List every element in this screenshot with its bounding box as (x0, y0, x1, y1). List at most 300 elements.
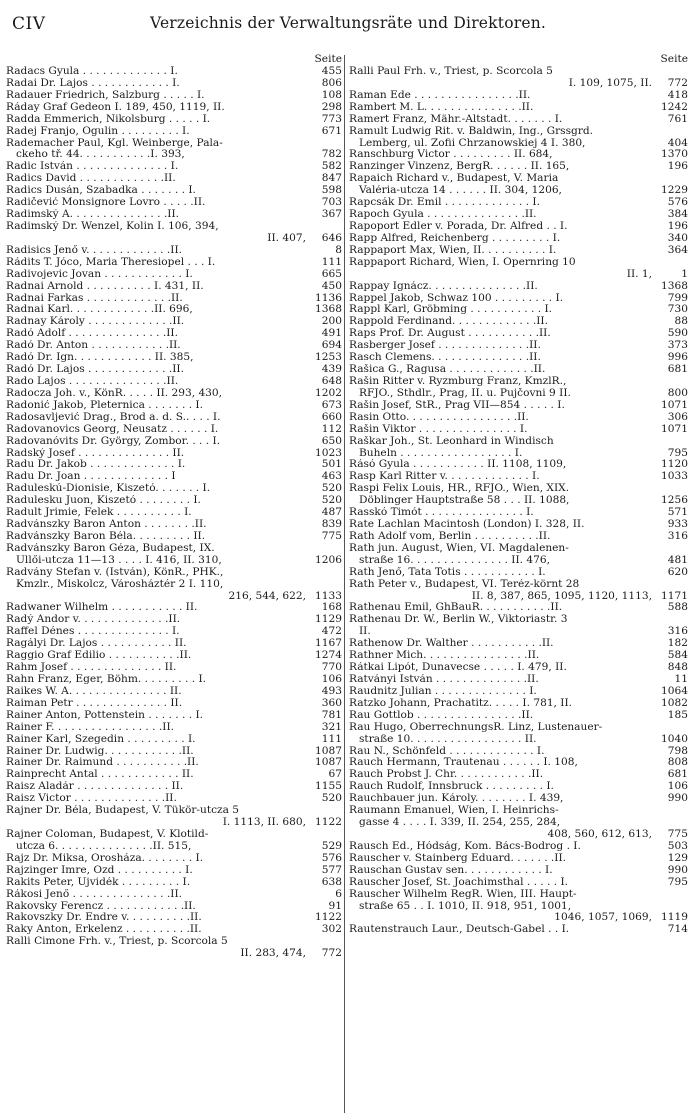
index-entry (6, 853, 342, 865)
entry-page: 1368 (315, 304, 342, 316)
entry-text: Rainer Dr. Ludwig. . . . . . . . . . . .II. (6, 745, 194, 757)
entry-page: 933 (667, 519, 688, 531)
entry-text: Rakovszky Dr. Endre v. . . . . . . . . .II. (6, 912, 202, 924)
entry-text: Raikes W. A. . . . . . . . . . . . . . . II. (6, 685, 182, 697)
entry-text: Radý Andor v. . . . . . . . . . . . . .II. (6, 614, 181, 626)
entry-page: 321 (321, 721, 342, 733)
entry-page: 1256 (661, 495, 688, 507)
entry-text: Rappaport Richard, Wien, I. Opernring 10 (349, 256, 576, 268)
entry-page: 990 (667, 864, 688, 876)
entry-page: 588 (667, 602, 688, 614)
index-entry (6, 436, 342, 448)
index-entry (349, 412, 688, 424)
index-entry (349, 722, 688, 734)
entry-text: I. 1113, II. 680, (222, 817, 306, 829)
entry-page: 439 (321, 364, 342, 376)
entry-text: Rauch Hermann, Trautenau . . . . . . I. 108, (349, 757, 578, 769)
entry-page: 730 (667, 304, 688, 316)
entry-page: 775 (321, 530, 342, 542)
entry-page: 1 (681, 268, 688, 280)
entry-text: Radosavljević Drag., Brod a. d. S.. . . . I. (6, 411, 221, 423)
index-entry (6, 388, 342, 400)
index-entry (6, 197, 342, 209)
index-entry (349, 686, 688, 698)
entry-text: Rath Adolf vom, Berlin . . . . . . . . . .II. (349, 530, 551, 542)
index-entry (349, 102, 688, 114)
index-entry (349, 471, 688, 483)
index-entry (6, 793, 342, 805)
entry-text: Ráday Graf Gedeon I. 189, 450, 1119, II. (6, 101, 225, 113)
entry-text: Radda Emmerich, Nikolsburg . . . . . I. (6, 113, 211, 125)
entry-text: Rašin Josef, StR., Prag VII—854 . . . . . I. (349, 399, 565, 411)
index-entry (6, 555, 342, 567)
entry-text: Rajz Dr. Miksa, Orosháza. . . . . . . . I. (6, 852, 204, 864)
entry-page: 129 (667, 852, 688, 864)
entry-page: 6 (335, 888, 342, 900)
entry-page: 650 (321, 435, 342, 447)
entry-text: Rádits T. Jóco, Maria Theresiopel . . . I. (6, 256, 216, 268)
entry-text: I. 109, 1075, II. (568, 77, 652, 89)
entry-text: Rathenau Emil, GhBauR. . . . . . . . . . .II. (349, 602, 563, 614)
index-entry (6, 364, 342, 376)
right-column (349, 54, 688, 1114)
entry-text: Rathenau Dr. W., Berlin W., Viktoriastr. 3 (349, 614, 568, 626)
entry-page: 772 (321, 948, 342, 960)
entry-page: 800 (667, 387, 688, 399)
index-entry (6, 948, 342, 960)
index-entry (6, 281, 342, 293)
entry-page: 472 (321, 626, 342, 638)
entry-page: 598 (321, 185, 342, 197)
entry-page: 1071 (661, 423, 688, 435)
entry-text: Raiman Petr . . . . . . . . . . . . . . II. (6, 697, 183, 709)
entry-text: Rakits Peter, Ujvidék . . . . . . . . . I. (6, 876, 191, 888)
entry-page: 1023 (315, 447, 342, 459)
entry-page: 455 (321, 66, 342, 77)
entry-page: 620 (667, 566, 688, 578)
index-entry (349, 448, 688, 460)
entry-text: Radocza Joh. v., KönR. . . . . II. 293, 430, (6, 387, 223, 399)
index-entry (6, 161, 342, 173)
entry-page: 582 (321, 161, 342, 173)
entry-text: Raffel Dénes . . . . . . . . . . . . . . I. (6, 626, 180, 638)
entry-page: 681 (667, 364, 688, 376)
entry-text: Rappel Jakob, Schwaz 100 . . . . . . . . . I. (349, 292, 564, 304)
entry-text: Radó Adolf . . . . . . . . . . . . . . .II. (6, 328, 178, 340)
index-entry (349, 90, 688, 102)
index-entry (6, 626, 342, 638)
entry-text: Rainer Dr. Raimund . . . . . . . . . . .II. (6, 757, 199, 769)
index-entry (6, 734, 342, 746)
entry-text: II. 8, 387, 865, 1095, 1120, 1113, (471, 590, 652, 602)
index-entry (349, 197, 688, 209)
entry-page: 1167 (315, 638, 342, 650)
entry-text: ckeho tř. 44. . . . . . . . . . .I. 393, (16, 149, 185, 161)
index-entry (349, 853, 688, 865)
entry-text: Rašica G., Ragusa . . . . . . . . . . . . .II. (349, 364, 546, 376)
entry-text: Radnay Károly . . . . . . . . . . . . .II. (6, 316, 185, 328)
entry-page: 847 (321, 173, 342, 185)
entry-text: straße 16. . . . . . . . . . . . . . . II. 476, (359, 554, 550, 566)
entry-text: Radivojevic Jovan . . . . . . . . . . . . I. (6, 268, 193, 280)
entry-page: 646 (321, 232, 342, 244)
entry-text: Rappay Ignácz. . . . . . . . . . . . . . .II. (349, 280, 538, 292)
index-entry (6, 579, 342, 591)
index-entry (349, 710, 688, 722)
left-column (6, 54, 342, 1114)
entry-page: 808 (667, 757, 688, 769)
index-entry (6, 662, 342, 674)
entry-text: Ranschburg Victor . . . . . . . . . II. 684, (349, 149, 553, 161)
index-entry (6, 507, 342, 519)
index-entry (6, 173, 342, 185)
entry-page: 1129 (315, 614, 342, 626)
entry-page: 665 (321, 268, 342, 280)
index-entry (6, 841, 342, 853)
entry-text: Ragályi Dr. Lajos . . . . . . . . . . . II. (6, 638, 187, 650)
index-entry (349, 674, 688, 686)
entry-page: 1274 (315, 650, 342, 662)
entry-text: Rappl Karl, Gröbming . . . . . . . . . . . I. (349, 304, 552, 316)
entry-page: 384 (667, 209, 688, 221)
index-entry (6, 614, 342, 626)
entry-text: Rajner Coloman, Budapest, V. Klotild- (6, 829, 209, 840)
entry-page: 196 (667, 220, 688, 232)
entry-text: Radic István . . . . . . . . . . . . . . I. (6, 161, 179, 173)
seite-label-right: Seite (660, 53, 688, 65)
index-entry (6, 376, 342, 388)
index-entry (349, 924, 688, 936)
entry-text: Rasskó Timót . . . . . . . . . . . . . . . I. (349, 507, 534, 519)
entry-page: 418 (667, 89, 688, 101)
index-entry (6, 698, 342, 710)
entry-text: Raky Anton, Erkelenz . . . . . . . . . .II. (6, 924, 202, 936)
entry-page: 1119 (661, 912, 688, 924)
entry-text: Radnai Farkas . . . . . . . . . . . . .II. (6, 292, 183, 304)
entry-text: 216, 544, 622, (228, 590, 306, 602)
entry-page: 1133 (315, 590, 342, 602)
index-entry (6, 531, 342, 543)
entry-page: 703 (321, 197, 342, 209)
entry-text: Rasberger Josef . . . . . . . . . . . . . .II. (349, 340, 541, 352)
entry-page: 1202 (315, 387, 342, 399)
entry-text: Radovanovics Georg, Neusatz . . . . . . I. (6, 423, 219, 435)
entry-page: 182 (667, 638, 688, 650)
entry-text: Radovanóvits Dr. György, Zombor. . . . I. (6, 435, 221, 447)
index-entry (349, 567, 688, 579)
entry-text: Rajner Dr. Béla, Budapest, V. Tükör-utcza 5 (6, 805, 240, 817)
index-entry (349, 66, 688, 78)
index-entry (349, 221, 688, 233)
index-entry (349, 209, 688, 221)
entry-page: 1033 (661, 471, 688, 483)
entry-page: 529 (321, 840, 342, 852)
index-entry (6, 471, 342, 483)
entry-text: Radu Dr. Jakob . . . . . . . . . . . . . I. (6, 459, 186, 471)
entry-page: 463 (321, 471, 342, 483)
entry-text: Rapaich Richard v., Budapest, V. Maria (349, 173, 559, 185)
entry-text: Radó Dr. Lajos . . . . . . . . . . . . .II. (6, 364, 184, 376)
entry-page: 302 (321, 924, 342, 936)
entry-page: 106 (667, 781, 688, 793)
entry-page: 503 (667, 840, 688, 852)
index-entry (6, 209, 342, 221)
index-entry (6, 459, 342, 471)
index-entry (349, 149, 688, 161)
entry-text: Raumann Emanuel, Wien, I. Heinrichs- (349, 805, 559, 817)
index-entry (349, 185, 688, 197)
index-entry (6, 567, 342, 579)
index-entry (6, 757, 342, 769)
entry-text: Rašin Viktor . . . . . . . . . . . . . . . I. (349, 423, 528, 435)
entry-text: Radó Dr. Ign. . . . . . . . . . . . II. 385, (6, 352, 194, 364)
entry-page: 577 (321, 864, 342, 876)
entry-text: Rausch Ed., Hódság, Kom. Bács-Bodrog . I. (349, 840, 581, 852)
index-entry (349, 877, 688, 889)
entry-text: Buheln . . . . . . . . . . . . . . . . . I. (359, 447, 523, 459)
entry-text: Rapoch Gyula . . . . . . . . . . . . . . .II. (349, 209, 537, 221)
index-entry (349, 638, 688, 650)
entry-text: Raps Prof. Dr. August . . . . . . . . . . .II. (349, 328, 551, 340)
entry-text: Raisz Victor . . . . . . . . . . . . . .II. (6, 793, 177, 805)
entry-page: 298 (321, 101, 342, 113)
index-entry (349, 698, 688, 710)
entry-page: 1242 (661, 101, 688, 113)
entry-text: 1046, 1057, 1069, (554, 912, 652, 924)
entry-page: 1040 (661, 733, 688, 745)
entry-text: Rainprecht Antal . . . . . . . . . . . . II. (6, 769, 194, 781)
entry-page: 11 (674, 674, 688, 686)
entry-page: 491 (321, 328, 342, 340)
entry-page: 584 (667, 650, 688, 662)
index-entry (349, 459, 688, 471)
entry-page: 782 (321, 149, 342, 161)
entry-page: 1071 (661, 399, 688, 411)
entry-text: Radnai Arnold . . . . . . . . . . I. 431, II. (6, 280, 204, 292)
entry-page: 88 (674, 316, 688, 328)
index-entry (6, 221, 342, 233)
index-entry (6, 245, 342, 257)
index-entry (6, 889, 342, 901)
index-entry (6, 495, 342, 507)
entry-page: 1064 (661, 685, 688, 697)
entry-text: Rauschan Gustav sen. . . . . . . . . . . . I. (349, 864, 553, 876)
page-header (12, 14, 684, 38)
index-entry (6, 638, 342, 650)
index-entry (349, 245, 688, 257)
entry-page: 1171 (661, 590, 688, 602)
entry-page: 775 (667, 829, 688, 840)
entry-text: Radvánszky Baron Béla. . . . . . . . . II. (6, 530, 206, 542)
index-entry (6, 877, 342, 889)
index-entry (349, 531, 688, 543)
index-entry (6, 448, 342, 460)
entry-text: Radu Dr. Joan . . . . . . . . . . . . . I (6, 471, 176, 483)
entry-text: Rate Lachlan Macintosh (London) I. 328, II. (349, 519, 585, 531)
index-entry (6, 400, 342, 412)
entry-text: 408, 560, 612, 613, (547, 829, 652, 840)
entry-page: 681 (667, 769, 688, 781)
entry-page: 1253 (315, 352, 342, 364)
entry-text: Radacs Gyula . . . . . . . . . . . . . I. (6, 66, 178, 77)
entry-page: 1120 (661, 459, 688, 471)
entry-text: Döblinger Hauptstraße 58 . . . II. 1088, (359, 495, 570, 507)
entry-text: Rathner Mich. . . . . . . . . . . . . . . .II. (349, 650, 540, 662)
index-entry (6, 304, 342, 316)
index-entry (349, 781, 688, 793)
entry-text: Rásó Gyula . . . . . . . . . . . II. 1108, 1109, (349, 459, 567, 471)
index-entry (6, 769, 342, 781)
entry-page: 8 (335, 244, 342, 256)
entry-page: 848 (667, 662, 688, 674)
entry-text: II. 283, 474, (240, 948, 306, 960)
index-entry (349, 173, 688, 185)
entry-text: Rauscher Josef, St. Joachimsthal . . . . . I. (349, 876, 569, 888)
index-entry (349, 161, 688, 173)
entry-page: 1370 (661, 149, 688, 161)
entry-text: Rauchbauer jun. Károly. . . . . . . . I. 439, (349, 793, 564, 805)
index-entry (6, 102, 342, 114)
entry-page: 671 (321, 125, 342, 137)
entry-text: Rauch Probst J. Chr. . . . . . . . . . . .II. (349, 769, 544, 781)
entry-text: Raudnitz Julian . . . . . . . . . . . . . . I. (349, 685, 537, 697)
entry-text: Raspi Felix Louis, HR., RFJO., Wien, XIX. (349, 483, 570, 495)
entry-text: Rau N., Schönfeld . . . . . . . . . . . . . I. (349, 745, 545, 757)
index-entry (6, 781, 342, 793)
index-entry (6, 591, 342, 603)
entry-text: Ramert Franz, Mähr.-Altstadt. . . . . . . I. (349, 113, 563, 125)
entry-page: 360 (321, 697, 342, 709)
entry-text: Radó Dr. Anton . . . . . . . . . . . .II. (6, 340, 181, 352)
entry-page: 772 (667, 77, 688, 89)
entry-page: 112 (321, 423, 342, 435)
entry-text: Radics David . . . . . . . . . . . . .II. (6, 173, 176, 185)
entry-page: 200 (321, 316, 342, 328)
entry-page: 673 (321, 399, 342, 411)
entry-page: 91 (328, 900, 342, 912)
entry-page: 660 (321, 411, 342, 423)
index-entry (349, 436, 688, 448)
index-entry (6, 412, 342, 424)
entry-text: Ranzinger Vinzenz, BergR. . . . . . II. 165, (349, 161, 570, 173)
entry-text: Radvánszky Baron Géza, Budapest, IX. (6, 542, 215, 554)
index-entry (349, 316, 688, 328)
entry-text: straße 10. . . . . . . . . . . . . . . . . II. (359, 733, 537, 745)
index-entry (349, 579, 688, 591)
index-entry (6, 78, 342, 90)
entry-page: 1206 (315, 554, 342, 566)
index-entry (349, 901, 688, 913)
entry-page: 340 (667, 232, 688, 244)
entry-text: Rasin Otto. . . . . . . . . . . . . . . . .II. (349, 411, 529, 423)
index-entry (349, 757, 688, 769)
entry-text: Üllői-utcza 11—13 . . . . I. 416, II. 310, (16, 554, 222, 566)
entry-text: Valéria-utcza 14 . . . . . . II. 304, 1206, (359, 185, 562, 197)
index-entry (349, 495, 688, 507)
index-entry (6, 543, 342, 555)
index-entry (349, 889, 688, 901)
entry-text: II. 1, (626, 268, 652, 280)
entry-page: 520 (321, 793, 342, 805)
entry-text: Rathenow Dr. Walther . . . . . . . . . . .II. (349, 638, 554, 650)
entry-text: II. (359, 626, 371, 638)
index-entry (349, 793, 688, 805)
entry-page: 798 (667, 745, 688, 757)
index-entry (349, 519, 688, 531)
entry-page: 990 (667, 793, 688, 805)
entry-text: Raman Ede . . . . . . . . . . . . . . . .II. (349, 89, 531, 101)
index-entry (6, 865, 342, 877)
column-divider (344, 55, 345, 1113)
entry-text: Ramult Ludwig Rit. v. Baldwin, Ing., Grssgrd. (349, 125, 594, 137)
entry-page: 781 (321, 709, 342, 721)
index-entry (6, 269, 342, 281)
index-entry (349, 328, 688, 340)
entry-text: Rasp Karl Ritter v. . . . . . . . . . . . . I. (349, 471, 540, 483)
index-entry (349, 591, 688, 603)
index-entry (349, 746, 688, 758)
entry-text: RFJO., Sthdlr., Prag, II. u. Pujčovni 9 II. (359, 387, 571, 399)
entry-text: Raduleskú-Dionisie, Kiszetó. . . . . . . I. (6, 483, 211, 495)
index-entry (6, 936, 342, 948)
entry-page: 576 (667, 197, 688, 209)
index-entry (349, 650, 688, 662)
entry-page: 714 (667, 924, 688, 936)
index-entry (349, 483, 688, 495)
index-entry (349, 340, 688, 352)
entry-page: 576 (321, 852, 342, 864)
entry-page: 111 (321, 256, 342, 268)
entry-page: 694 (321, 340, 342, 352)
entry-text: Kmzlr., Miskolcz, Városháztér 2 I. 110, (16, 578, 224, 590)
entry-page: 1087 (315, 757, 342, 769)
index-entry (6, 90, 342, 102)
entry-text: Rákosi Jenő . . . . . . . . . . . . . . .II. (6, 888, 183, 900)
entry-text: Lemberg, ul. Zofii Chrzanowskiej 4 I. 380, (359, 137, 586, 149)
entry-text: Ratzko Johann, Prachatitz. . . . . I. 781, II. (349, 697, 573, 709)
entry-text: Rainer Karl, Szegedin . . . . . . . . . I. (6, 733, 196, 745)
index-entry (349, 829, 688, 841)
entry-text: Rauscher Wilhelm RegR. Wien, III. Haupt- (349, 888, 577, 900)
index-entry (349, 865, 688, 877)
entry-page: 1155 (315, 781, 342, 793)
entry-text: Rademacher Paul, Kgl. Weinberge, Pala- (6, 137, 223, 149)
entry-text: Rahm Josef . . . . . . . . . . . . . . II. (6, 662, 177, 674)
entry-text: Radai Dr. Lajos . . . . . . . . . . . . I. (6, 77, 180, 89)
index-entry (349, 304, 688, 316)
entry-page: 839 (321, 519, 342, 531)
entry-text: Rath jun. August, Wien, VI. Magdalenen- (349, 542, 569, 554)
entry-text: Radulesku Juon, Kiszetó . . . . . . . . I. (6, 495, 201, 507)
entry-page: 108 (321, 89, 342, 101)
index-entry (349, 352, 688, 364)
index-entry (349, 817, 688, 829)
entry-page: 996 (667, 352, 688, 364)
index-entry (349, 912, 688, 924)
entry-text: Rado Lajos . . . . . . . . . . . . . . .II. (6, 375, 179, 387)
entry-text: Rau Hugo, OberrechnungsR. Linz, Lustenauer- (349, 721, 603, 733)
index-entry (6, 901, 342, 913)
entry-text: straße 65 . . I. 1010, II. 918, 951, 1001, (359, 900, 572, 912)
index-entry (349, 78, 688, 90)
entry-text: Ratványi István . . . . . . . . . . . . . .II. (349, 674, 539, 686)
index-entry (349, 769, 688, 781)
entry-text: Rapoport Edler v. Porada, Dr. Alfred . . I. (349, 220, 568, 232)
entry-text: Rauch Rudolf, Innsbruck . . . . . . . . . I. (349, 781, 554, 793)
entry-text: Radimský A. . . . . . . . . . . . . . .II. (6, 209, 180, 221)
entry-text: Rau Gottlob . . . . . . . . . . . . . . . .II. (349, 709, 534, 721)
entry-page: 638 (321, 876, 342, 888)
